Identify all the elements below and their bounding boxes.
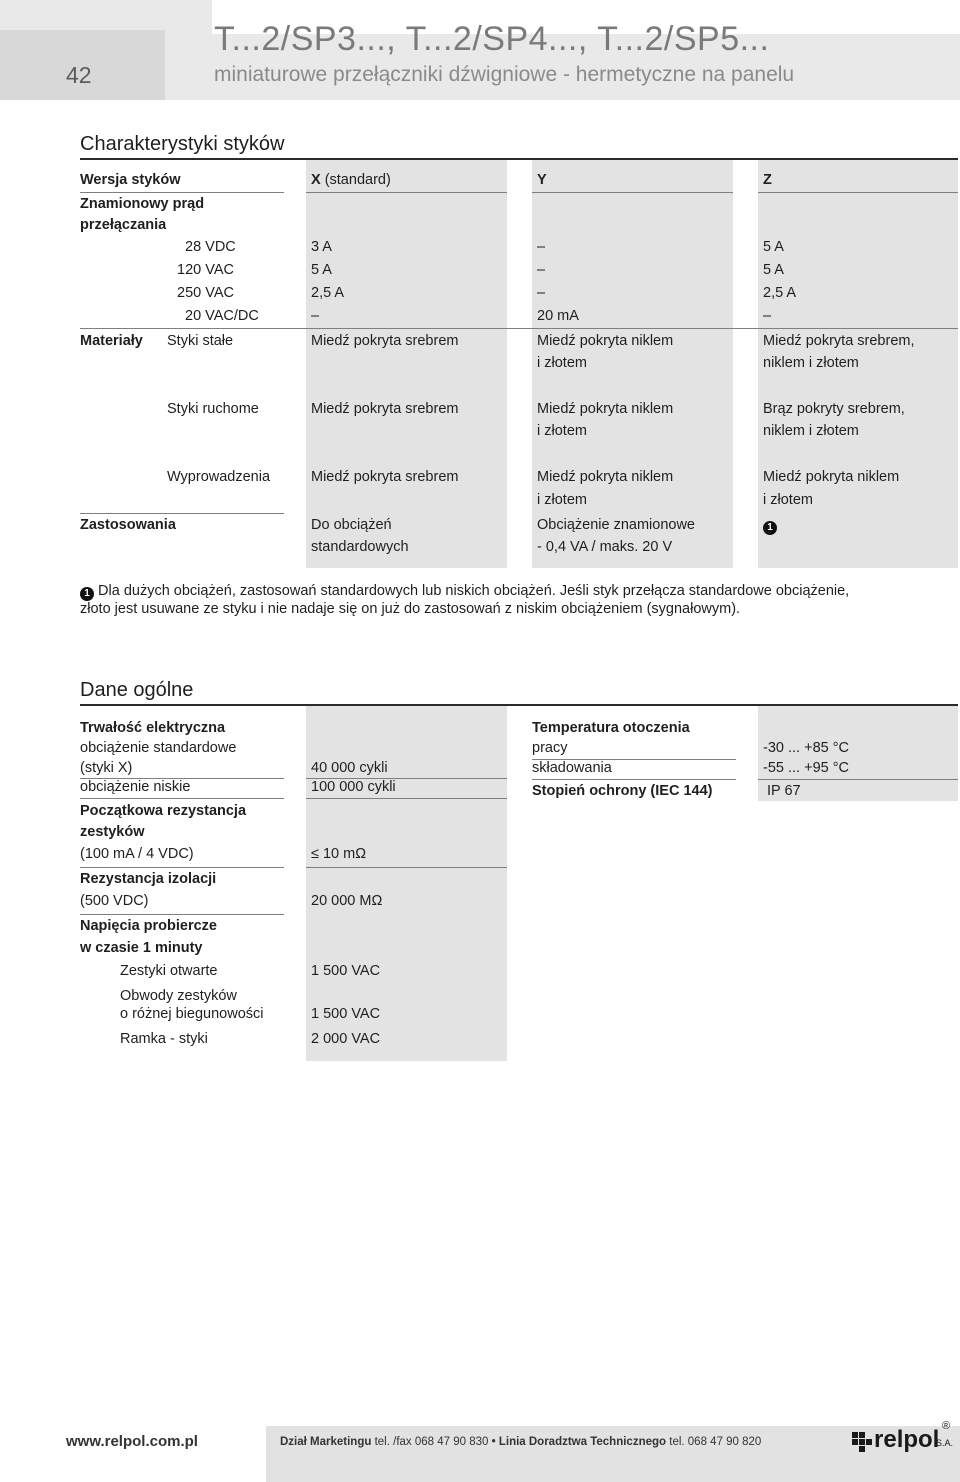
rating-y: – [537, 239, 546, 255]
durability-label: Trwałość elektryczna [80, 720, 226, 736]
rating-y: – [537, 285, 546, 301]
moving-z-2: niklem i złotem [763, 423, 859, 439]
footer-contact: Dział Marketingu tel. /fax 068 47 90 830 • Linia Doradztwa Technicznego tel. 068 47 90 820 [280, 1436, 762, 1448]
moving-x: Miedź pokryta srebrem [311, 401, 459, 417]
brand-registered: ® [942, 1420, 951, 1432]
leads-z: Miedź pokryta niklem [763, 469, 900, 485]
std-load-value: 40 000 cykli [311, 760, 388, 776]
rated-current-label-2: przełączania [80, 217, 167, 233]
divider [306, 798, 507, 799]
temp-work-label: pracy [532, 740, 568, 756]
poles-label-2: o różnej biegunowości [120, 1006, 264, 1022]
insulation-value: 20 000 MΩ [311, 893, 383, 909]
footnote-marker: 1 [80, 587, 94, 601]
temp-storage-label: składowania [532, 760, 612, 776]
divider [80, 192, 284, 193]
divider [758, 779, 958, 780]
brand-name: relpol [874, 1426, 940, 1453]
divider [80, 328, 958, 329]
page-number-box [0, 30, 165, 100]
divider [306, 192, 507, 193]
divider [80, 867, 284, 868]
divider [80, 914, 284, 915]
page-number: 42 [66, 62, 92, 88]
moving-z: Brąz pokryty srebrem, [763, 401, 905, 417]
fixed-x: Miedź pokryta srebrem [311, 333, 459, 349]
rating-label: 250 VAC [177, 285, 234, 301]
materials-label: Materiały [80, 333, 143, 349]
temp-storage-value: -55 ... +95 °C [763, 760, 849, 776]
open-contacts-label: Zestyki otwarte [120, 963, 218, 979]
divider [532, 779, 736, 780]
std-load-label: obciążenie standardowe [80, 740, 237, 756]
relpol-logo [850, 1420, 956, 1465]
fixed-y: Miedź pokryta niklem [537, 333, 674, 349]
divider [80, 513, 284, 514]
moving-y: Miedź pokryta niklem [537, 401, 674, 417]
rating-label: 120 VAC [177, 262, 234, 278]
section-title-general: Dane ogólne [80, 679, 194, 701]
moving-y-2: i złotem [537, 423, 587, 439]
ip-label: Stopień ochrony (IEC 144) [532, 783, 713, 799]
website-link[interactable]: www.relpol.com.pl [66, 1433, 198, 1450]
leads-y: Miedź pokryta niklem [537, 469, 674, 485]
frame-value: 2 000 VAC [311, 1031, 381, 1047]
divider [532, 192, 733, 193]
usage-label: Zastosowania [80, 517, 176, 533]
rating-z: 5 A [763, 262, 784, 278]
version-label: Wersja styków [80, 172, 181, 188]
fixed-z-2: niklem i złotem [763, 355, 859, 371]
rating-label: 28 VDC [185, 239, 236, 255]
rating-z: 5 A [763, 239, 784, 255]
poles-label: Obwody zestyków [120, 988, 237, 1004]
divider [306, 867, 507, 868]
rating-x: 3 A [311, 239, 332, 255]
divider [80, 798, 284, 799]
poles-value: 1 500 VAC [311, 1006, 381, 1022]
low-load-label: obciążenie niskie [80, 779, 191, 795]
insulation-label: Rezystancja izolacji [80, 871, 217, 887]
contact-resistance-label: Początkowa rezystancja [80, 803, 247, 819]
temperature-label: Temperatura otoczenia [532, 720, 690, 736]
fixed-z: Miedź pokryta srebrem, [763, 333, 915, 349]
footnote: 1 Dla dużych obciążeń, zastosowań standardowych lub niskich obciążeń. Jeśli styk przełącza standardowe obciążenie, [80, 583, 849, 601]
rating-y: 20 mA [537, 308, 579, 324]
divider [758, 192, 958, 193]
leads-x: Miedź pokryta srebrem [311, 469, 459, 485]
rating-x: 2,5 A [311, 285, 345, 301]
usage-y: Obciążenie znamionowe [537, 517, 695, 533]
leads-z-2: i złotem [763, 492, 813, 508]
section-title-contacts: Charakterystyki styków [80, 133, 285, 155]
fixed-y-2: i złotem [537, 355, 587, 371]
column-x-shade [306, 160, 507, 568]
insulation-condition: (500 VDC) [80, 893, 149, 909]
contact-resistance-label-2: zestyków [80, 824, 145, 840]
ip-value: IP 67 [767, 783, 801, 799]
usage-x: Do obciążeń [311, 517, 392, 533]
moving-contacts-label: Styki ruchome [167, 401, 259, 417]
low-load-value: 100 000 cykli [311, 779, 396, 795]
usage-x-2: standardowych [311, 539, 409, 555]
fixed-contacts-label: Styki stałe [167, 333, 234, 349]
std-load-label-2: (styki X) [80, 760, 133, 776]
rating-y: – [537, 262, 546, 278]
page-subtitle: miniaturowe przełączniki dźwigniowe - hermetyczne na panelu [214, 63, 795, 86]
leads-y-2: i złotem [537, 492, 587, 508]
rating-z: – [763, 308, 772, 324]
rating-x: 5 A [311, 262, 332, 278]
leads-label: Wyprowadzenia [167, 469, 271, 485]
contact-resistance-value: ≤ 10 mΩ [311, 846, 367, 862]
temp-work-value: -30 ... +85 °C [763, 740, 849, 756]
page-title: T...2/SP3..., T...2/SP4..., T...2/SP5... [214, 20, 770, 58]
test-voltage-label: Napięcia probiercze [80, 918, 217, 934]
test-voltage-label-2: w czasie 1 minuty [80, 940, 203, 956]
column-x-header: X (standard) [311, 172, 391, 188]
brand-suffix: S.A. [936, 1438, 954, 1448]
rating-label: 20 VAC/DC [185, 308, 259, 324]
rated-current-label: Znamionowy prąd [80, 196, 205, 212]
rating-x: – [311, 308, 320, 324]
contact-resistance-condition: (100 mA / 4 VDC) [80, 846, 194, 862]
column-z-header: Z [763, 172, 772, 188]
usage-y-2: - 0,4 VA / maks. 20 V [537, 539, 673, 555]
rating-z: 2,5 A [763, 285, 797, 301]
column-y-header: Y [537, 172, 547, 188]
frame-label: Ramka - styki [120, 1031, 208, 1047]
usage-z-footnote-marker: 1 [763, 517, 777, 535]
open-contacts-value: 1 500 VAC [311, 963, 381, 979]
footnote-line-2: złoto jest usuwane ze styku i nie nadaje się on już do zastosowań z niskim obciążeniem (sygnałowym). [80, 601, 741, 617]
